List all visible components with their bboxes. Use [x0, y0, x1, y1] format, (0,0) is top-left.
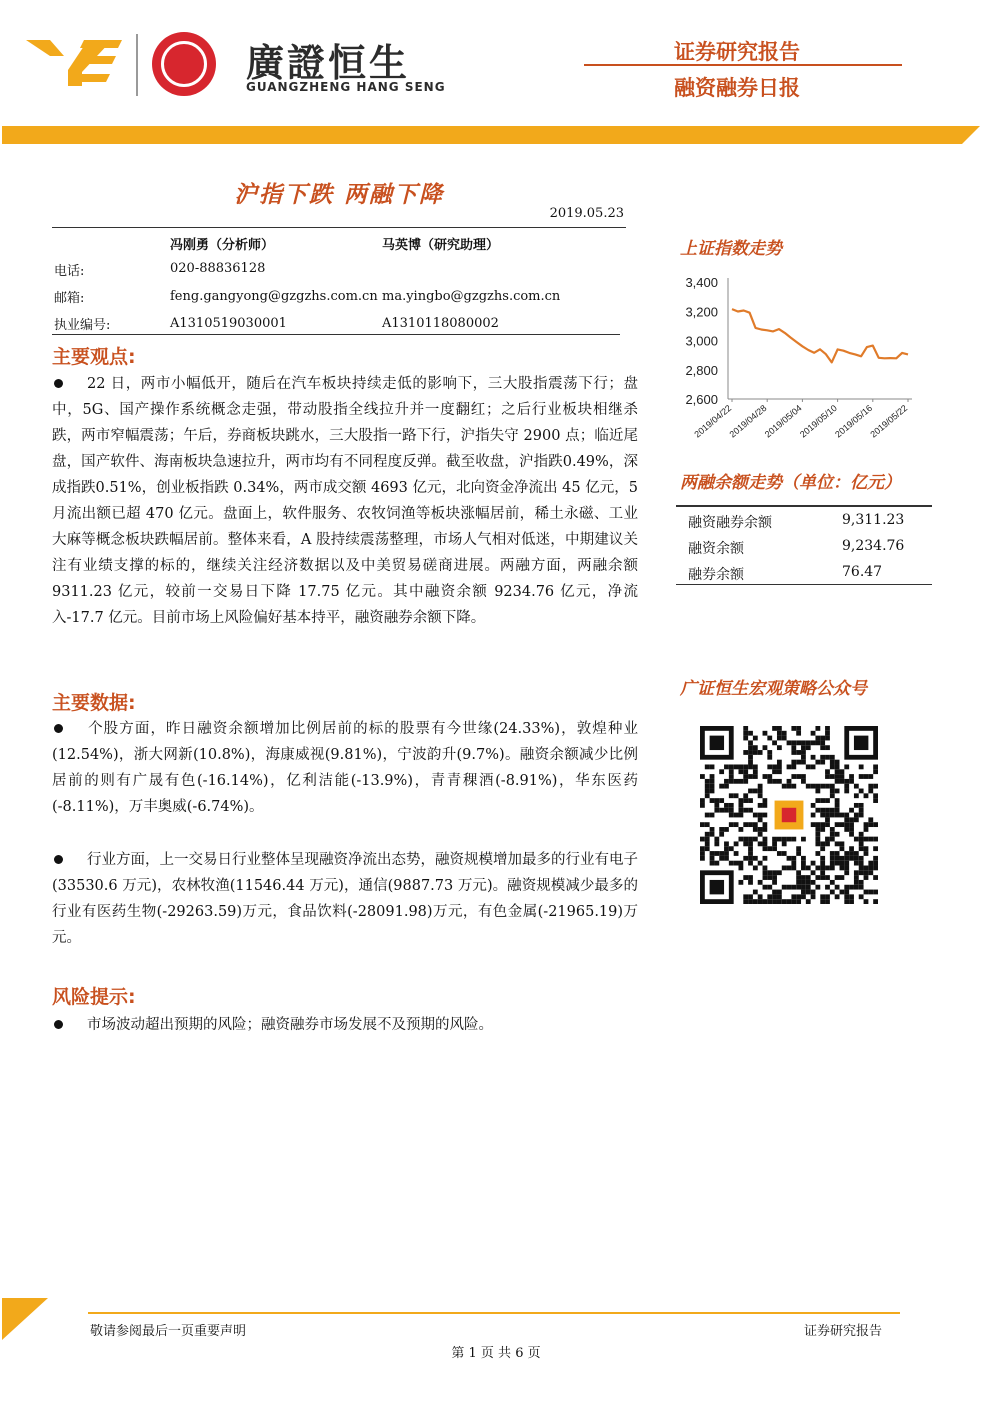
wechat-qr-code-icon — [700, 726, 878, 904]
index-chart-heading: 上证指数走势 — [680, 239, 782, 259]
bullet-icon — [54, 855, 63, 864]
x-tick-label: 2019/05/10 — [797, 402, 839, 440]
data-paragraph-2 — [52, 847, 638, 951]
x-tick-label: 2019/05/04 — [762, 402, 804, 440]
y-tick-label: 2,800 — [685, 362, 718, 378]
page-number: 第 1 页 共 6 页 — [451, 1346, 541, 1361]
analyst-name: 冯刚勇（分析师） — [170, 238, 275, 253]
footer-report-type: 证券研究报告 — [804, 1324, 883, 1339]
data-text-2: 行业方面，上一交易日行业整体呈现融资净流出态势，融资规模增加最多的行业有电子(33530.6 万元)，农林牧渔(11546.44 万元)，通信(9887.73 万元)。融资规模减少最多的行业有医药生物(-29263.59)万元，食品饮料(-28091.98)万元，有色金属(-21965.19)万元。 — [52, 852, 638, 946]
margin-row-total-value: 9,311.23 — [842, 512, 905, 528]
margin-row-total-label: 融资融券余额 — [688, 515, 772, 531]
bullet-icon — [54, 1020, 63, 1029]
bullet-icon — [54, 379, 63, 388]
margin-table-top-rule — [676, 505, 932, 507]
risk-paragraph — [52, 1012, 638, 1038]
phone-label: 电话: — [54, 264, 85, 279]
logo-separator — [136, 34, 138, 96]
risk-text: 市场波动超出预期的风险；融资融券市场发展不及预期的风险。 — [87, 1017, 493, 1033]
bullet-icon — [54, 724, 63, 733]
header-band-tip — [962, 126, 980, 144]
analyst-email: feng.gangyong@gzgzhs.com.cn — [170, 289, 378, 304]
y-tick-label: 3,200 — [685, 304, 718, 320]
margin-table-bottom-rule — [676, 584, 932, 585]
footer-rule — [88, 1312, 900, 1314]
risk-heading: 风险提示: — [52, 986, 136, 1008]
viewpoint-paragraph — [52, 371, 638, 631]
seal-logo-icon — [152, 32, 216, 96]
author-table-bottom-rule — [52, 334, 620, 335]
viewpoint-heading: 主要观点: — [52, 346, 136, 368]
author-table-top-rule — [52, 227, 626, 228]
x-tick-label: 2019/04/22 — [692, 402, 734, 440]
header-rule — [584, 64, 902, 66]
license-label: 执业编号: — [54, 318, 111, 333]
margin-row-financing-label: 融资余额 — [688, 541, 744, 557]
shanghai-index-chart — [676, 268, 932, 458]
index-series-line — [732, 309, 908, 362]
analyst-phone: 020-88836128 — [170, 261, 266, 276]
footer-triangle — [2, 1298, 48, 1340]
viewpoint-text: 22 日，两市小幅低开，随后在汽车板块持续走低的影响下，三大股指震荡下行；盘中，5G、国产操作系统概念走强，带动股指全线拉升并一度翻红；之后行业板块相继杀跌，两市窄幅震荡；午后，券商板块跳水，三大股指一路下行，沪指失守 2900 点；临近尾盘，国产软件、海南板块急速拉升，两市均有不同程度反弹。截至收盘，沪指跌0.49%，深成指跌0.51%，创业板指跌 0.34%，两市成交额 4693 亿元，北向资金净流出 45 亿元，5 月流出额已超 470 亿元。盘面上，软件服务、农牧饲渔等板块涨幅居前，稀土永磁、工业大麻等概念板块跌幅居前。整体来看，A 股持续震荡整理，市场人气相对低迷，中期建议关注有业绩支撑的标的，继续关注经济数据以及中美贸易磋商进展。两融方面，两融余额 9311.23 亿元，较前一交易日下降 17.75 亿元。其中融资余额 9234.76 亿元，净流入-17.7 亿元。目前市场上风险偏好基本持平，融资融券余额下降。 — [52, 376, 638, 626]
margin-row-financing-value: 9,234.76 — [842, 538, 905, 554]
margin-balance-heading: 两融余额走势（单位：亿元） — [680, 473, 901, 493]
y-tick-label: 3,000 — [685, 333, 718, 349]
data-heading: 主要数据: — [52, 692, 136, 714]
x-tick-label: 2019/04/28 — [727, 402, 769, 440]
y-tick-label: 3,400 — [685, 275, 718, 290]
report-series: 融资融券日报 — [674, 76, 800, 100]
data-text-1: 个股方面，昨日融资余额增加比例居前的标的股票有今世缘(24.33%)，敦煌种业(12.54%)，浙大网新(10.8%)，海康威视(9.81%)，宁波韵升(9.7%)。融资余额减少比例居前的则有广晟有色(-16.14%)，亿利洁能(-13.9%)，青青稞酒(-8.91%)，华东医药(-8.11%)，万丰奥威(-6.74%)。 — [52, 721, 638, 815]
assistant-license: A1310118080002 — [382, 316, 499, 331]
company-name-en: GUANGZHENG HANG SENG — [246, 80, 446, 94]
analyst-license: A1310519030001 — [170, 316, 287, 331]
margin-row-securities-label: 融券余额 — [688, 567, 744, 583]
company-name-cn: 廣證恒生 — [246, 41, 411, 85]
x-tick-label: 2019/05/22 — [868, 402, 910, 440]
header-band — [2, 126, 962, 144]
report-date: 2019.05.23 — [549, 206, 624, 221]
footer-disclaimer: 敬请参阅最后一页重要声明 — [90, 1324, 247, 1339]
email-label: 邮箱: — [54, 291, 85, 306]
margin-row-securities-value: 76.47 — [842, 564, 883, 580]
assistant-name: 马英博（研究助理） — [382, 238, 500, 253]
y-tick-label: 2,600 — [685, 392, 718, 407]
report-type: 证券研究报告 — [674, 40, 800, 64]
report-title: 沪指下跌 两融下降 — [233, 181, 444, 208]
data-paragraph-1 — [52, 716, 638, 820]
x-tick-label: 2019/05/16 — [833, 402, 875, 440]
qr-heading: 广证恒生宏观策略公众号 — [680, 679, 867, 699]
company-logo-mark — [26, 38, 122, 88]
assistant-email: ma.yingbo@gzgzhs.com.cn — [382, 289, 561, 304]
